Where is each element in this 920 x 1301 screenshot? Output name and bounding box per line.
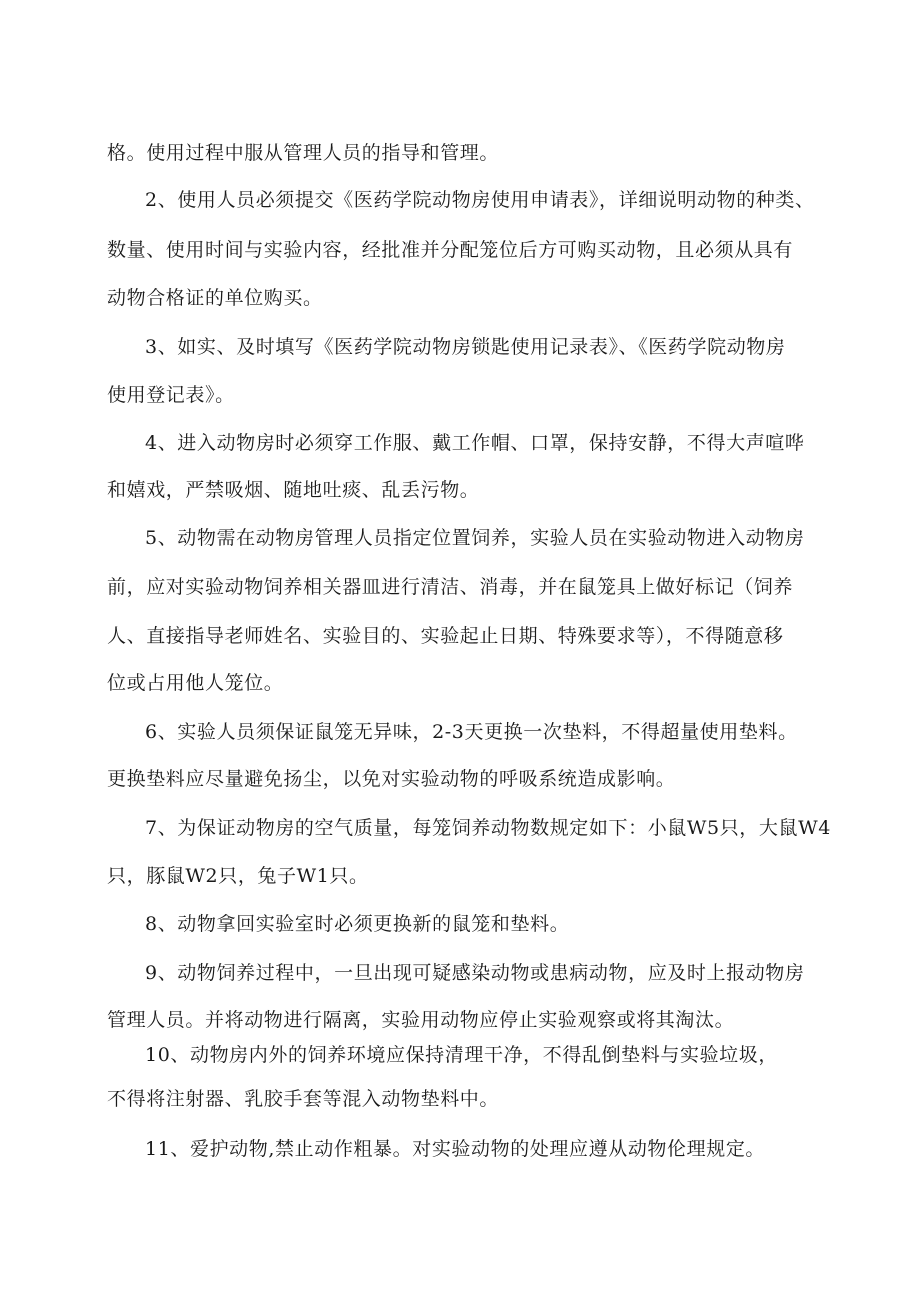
text-line: 3、如实、及时填写《医药学院动物房锁匙使用记录表》、《医药学院动物房 xyxy=(145,336,786,358)
text-line: 管理人员。并将动物进行隔离，实验用动物应停止实验观察或将其淘汰。 xyxy=(107,1009,735,1031)
text-line: 人、直接指导老师姓名、实验目的、实验起止日期、特殊要求等），不得随意移 xyxy=(107,625,784,647)
text-line: 动物合格证的单位购买。 xyxy=(107,287,323,309)
text-line: 6、实验人员须保证鼠笼无异味，2-3天更换一次垫料，不得超量使用垫料。 xyxy=(145,721,798,743)
text-line: 5、动物需在动物房管理人员指定位置饲养，实验人员在实验动物进入动物房 xyxy=(145,527,805,549)
text-line: 位或占用他人笼位。 xyxy=(107,672,284,694)
text-line: 只，豚鼠W2只，兔子W1只。 xyxy=(107,865,369,887)
text-line: 8、动物拿回实验室时必须更换新的鼠笼和垫料。 xyxy=(145,913,570,935)
text-line: 前，应对实验动物饲养相关器皿进行清洁、消毒，并在鼠笼具上做好标记（饲养 xyxy=(107,576,794,598)
text-line: 11、爱护动物,禁止动作粗暴。对实验动物的处理应遵从动物伦理规定。 xyxy=(145,1138,766,1160)
text-line: 2、使用人员必须提交《医药学院动物房使用申请表》，详细说明动物的种类、 xyxy=(145,189,815,211)
text-line: 4、进入动物房时必须穿工作服、戴工作帽、口罩，保持安静，不得大声喧哗 xyxy=(145,432,805,454)
text-line: 格。使用过程中服从管理人员的指导和管理。 xyxy=(107,142,500,164)
text-line: 数量、使用时间与实验内容，经批准并分配笼位后方可购买动物，且必须从具有 xyxy=(107,239,794,261)
text-line: 7、为保证动物房的空气质量，每笼饲养动物数规定如下：小鼠W5只，大鼠W4 xyxy=(145,817,831,839)
text-line: 10、动物房内外的饲养环境应保持清理干净，不得乱倒垫料与实验垃圾， xyxy=(145,1044,778,1066)
text-line: 不得将注射器、乳胶手套等混入动物垫料中。 xyxy=(107,1088,500,1110)
text-line: 和嬉戏，严禁吸烟、随地吐痰、乱丢污物。 xyxy=(107,479,480,501)
text-line: 9、动物饲养过程中，一旦出现可疑感染动物或患病动物，应及时上报动物房 xyxy=(145,962,805,984)
text-line: 更换垫料应尽量避免扬尘，以免对实验动物的呼吸系统造成影响。 xyxy=(107,768,676,790)
text-line: 使用登记表》。 xyxy=(107,384,235,406)
